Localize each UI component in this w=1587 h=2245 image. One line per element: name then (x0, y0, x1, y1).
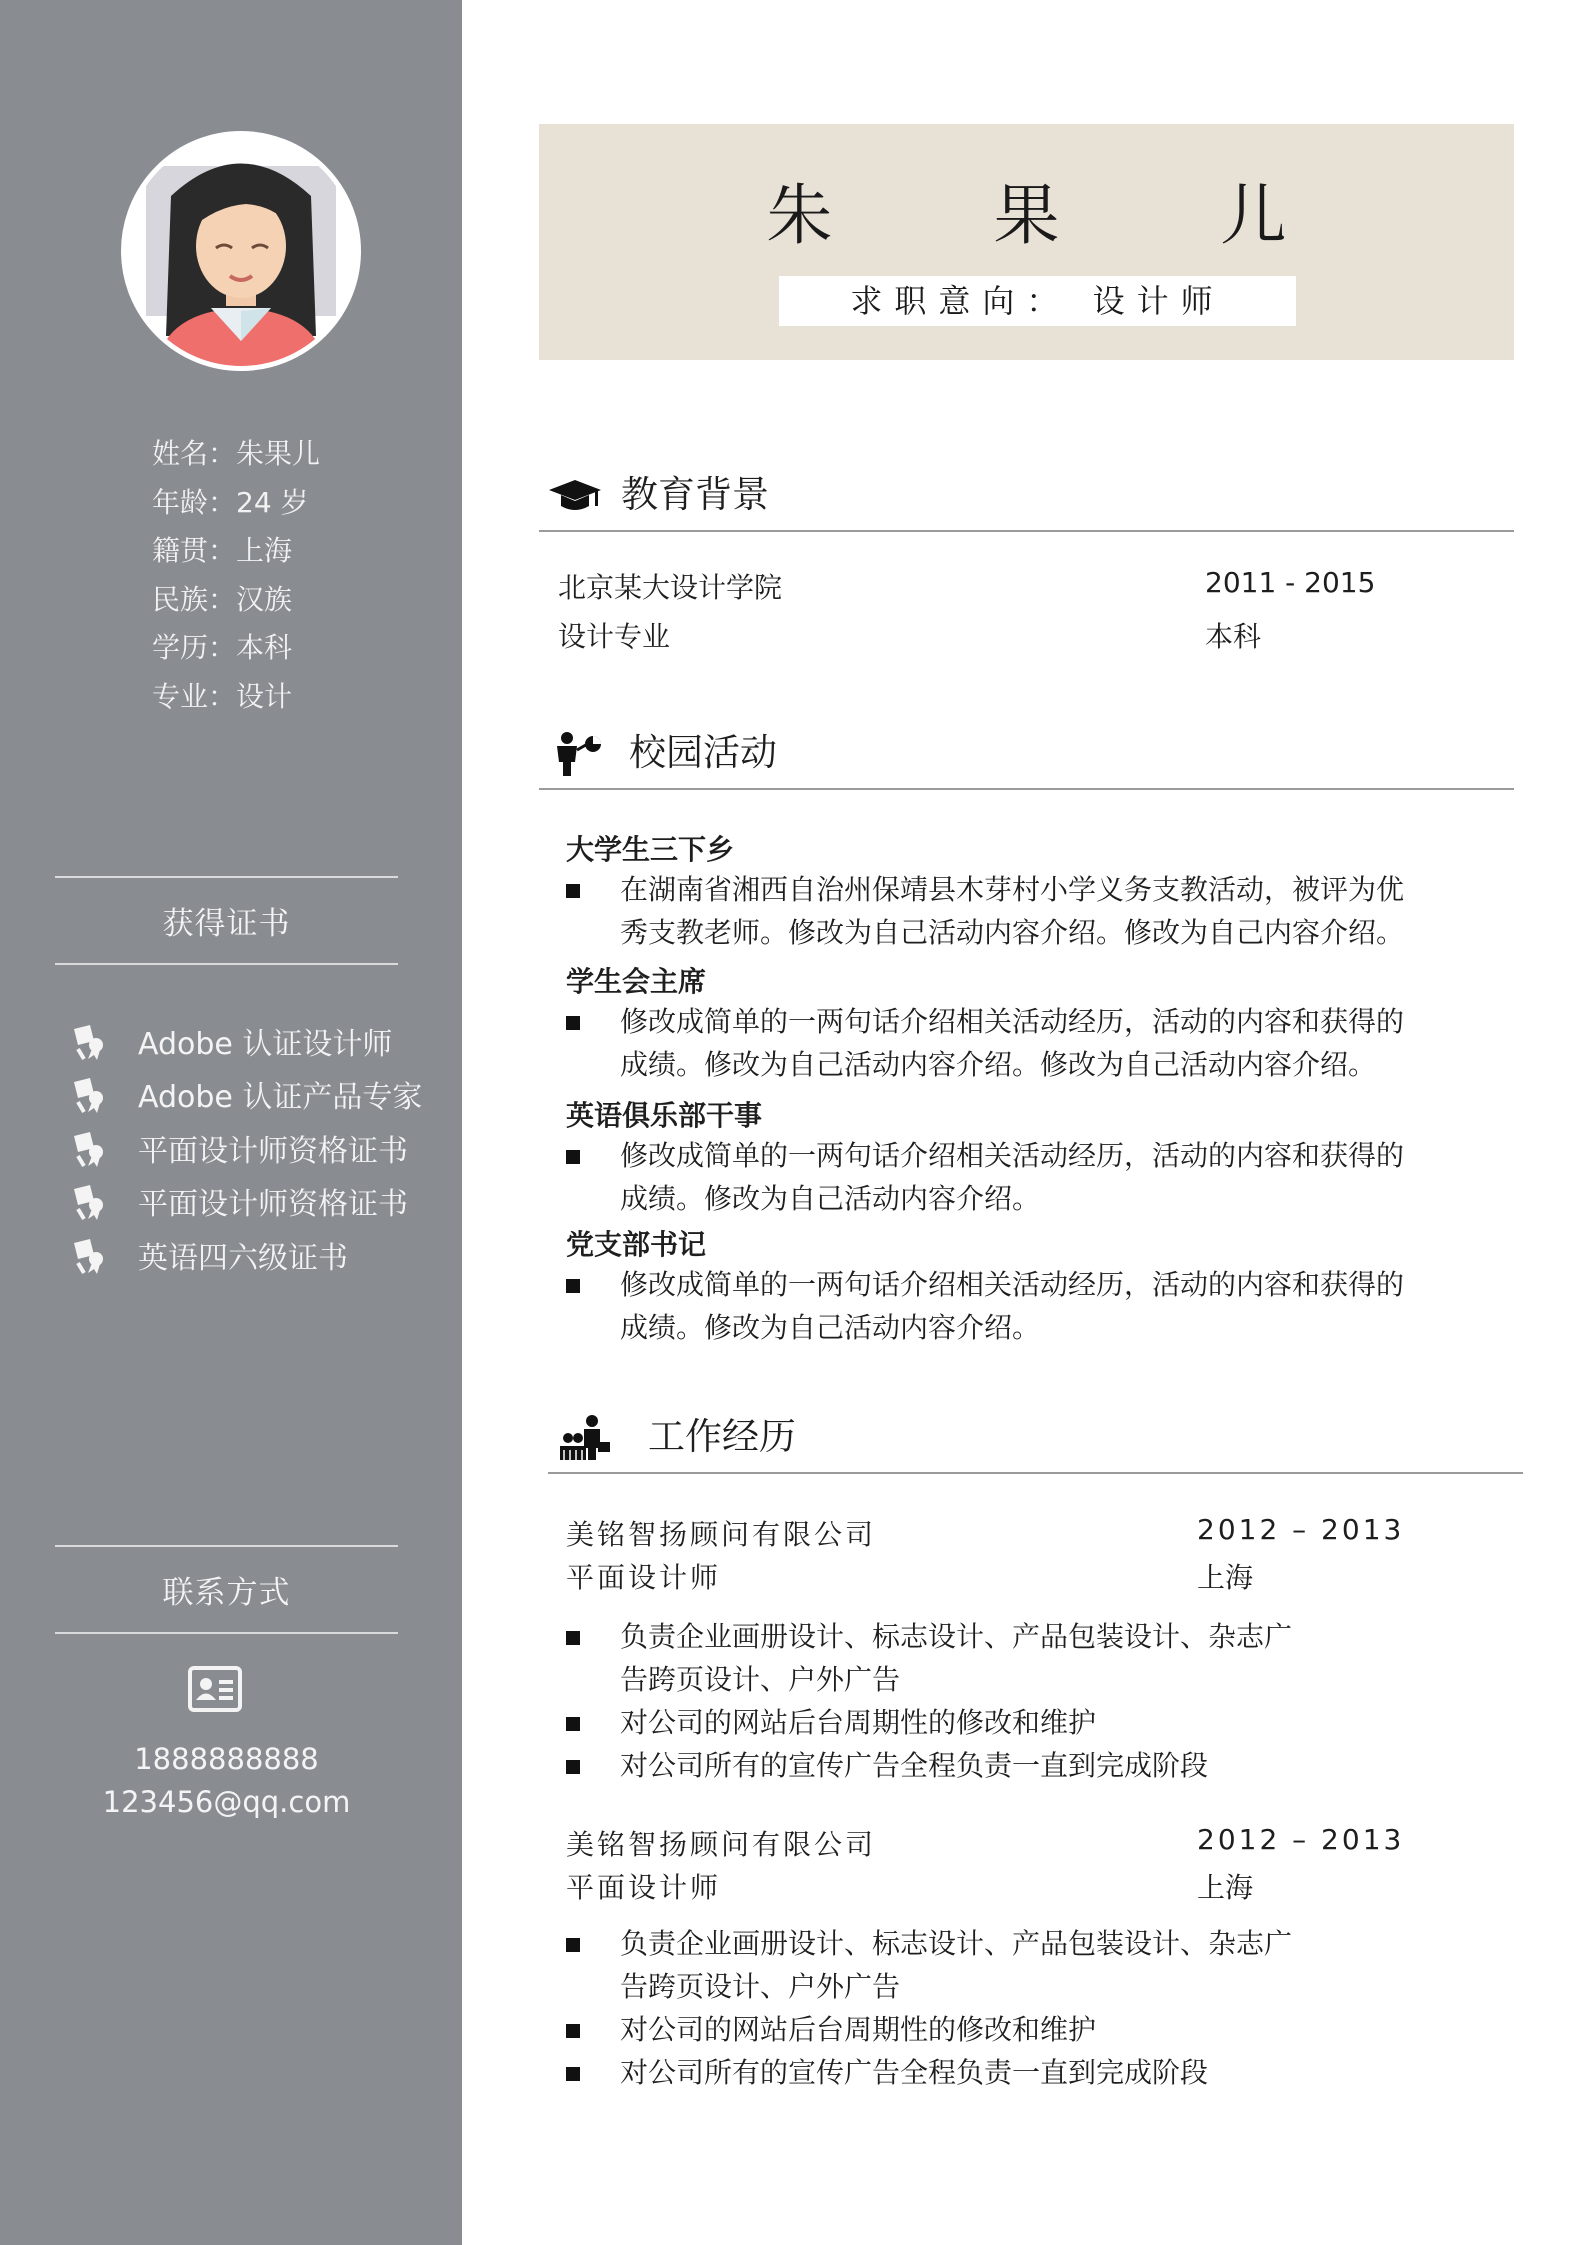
activity-role: 英语俱乐部干事 (566, 1099, 763, 1132)
description-line: 成绩。修改为自己活动内容介绍。 (620, 1311, 1041, 1344)
avatar (121, 131, 361, 371)
activity-description (620, 868, 1420, 954)
description-line: 秀支教老师。修改为自己活动内容介绍。修改为自己内容介绍。 (620, 916, 1405, 949)
certificate-item (70, 1014, 422, 1068)
duty-line: 对公司的网站后台周期性的修改和维护 (620, 2013, 1097, 2046)
description-line: 修改成简单的一两句话介绍相关活动经历，活动的内容和获得的 (620, 1139, 1405, 1172)
duty-line: 对公司的网站后台周期性的修改和维护 (620, 1706, 1097, 1739)
job-duty (620, 1701, 1420, 1744)
full-name: 朱 果 儿 (766, 177, 1357, 254)
sidebar (0, 0, 462, 2245)
education-title: 教育背景 (621, 473, 769, 516)
certificate-label: 平面设计师资格证书 (138, 1187, 408, 1223)
certificate-icon (70, 1021, 112, 1061)
work-title: 工作经历 (648, 1415, 796, 1458)
campus-title: 校园活动 (629, 731, 777, 774)
certificate-icon (70, 1235, 112, 1275)
job-duty (620, 2051, 1420, 2094)
education-heading (539, 472, 1514, 532)
job-position: 平面设计师 (566, 1561, 722, 1594)
work-heading (548, 1414, 1523, 1474)
job-years: 2012 – 2013 (1197, 1513, 1405, 1546)
education-school: 北京某大设计学院 (558, 571, 783, 604)
info-name: 姓名：朱果儿 (152, 437, 321, 470)
certificate-label: Adobe 认证产品专家 (138, 1080, 423, 1116)
bullet-icon (566, 1631, 580, 1645)
description-line: 成绩。修改为自己活动内容介绍。 (620, 1182, 1041, 1215)
bullet-icon (566, 1150, 580, 1164)
certificate-icon (70, 1074, 112, 1114)
bullet-icon (566, 884, 580, 898)
job-duty (620, 1922, 1420, 2008)
certificates-heading (55, 876, 398, 965)
certificate-list (70, 1014, 422, 1282)
certificate-item (70, 1228, 422, 1282)
campus-heading (539, 730, 1514, 790)
duty-line: 对公司所有的宣传广告全程负责一直到完成阶段 (620, 2056, 1209, 2089)
contact-heading (55, 1545, 398, 1634)
education-years: 2011 - 2015 (1205, 566, 1376, 599)
activity-description (620, 1134, 1420, 1220)
job-company: 美铭智扬顾问有限公司 (566, 1828, 877, 1861)
info-education: 学历：本科 (152, 631, 293, 665)
activity-role: 学生会主席 (566, 965, 707, 998)
certificate-icon (70, 1181, 112, 1221)
bullet-icon (566, 1938, 580, 1952)
contact-email: 123456@qq.com (102, 1785, 351, 1819)
bullet-icon (566, 1760, 580, 1774)
job-duty (620, 1615, 1420, 1701)
certificate-item (70, 1175, 422, 1229)
certificate-item (70, 1121, 422, 1175)
duty-line: 告跨页设计、户外广告 (620, 1970, 901, 2003)
bullet-icon (566, 1016, 580, 1030)
bullet-icon (566, 1279, 580, 1293)
contact-phone: 1888888888 (134, 1742, 319, 1776)
description-line: 在湖南省湘西自治州保靖县木芽村小学义务支教活动，被评为优 (620, 873, 1405, 906)
certificates-title: 获得证书 (162, 906, 291, 942)
duty-line: 负责企业画册设计、标志设计、产品包装设计、杂志广 (620, 1620, 1293, 1653)
bullet-icon (566, 2067, 580, 2081)
job-duty (620, 1744, 1420, 1787)
certificate-item (70, 1068, 422, 1122)
job-position: 平面设计师 (566, 1871, 722, 1904)
job-company: 美铭智扬顾问有限公司 (566, 1518, 877, 1551)
info-major: 专业：设计 (152, 679, 293, 713)
business-people-icon (556, 1414, 612, 1460)
bullet-icon (566, 1717, 580, 1731)
description-line: 修改成简单的一两句话介绍相关活动经历，活动的内容和获得的 (620, 1268, 1405, 1301)
certificate-label: Adobe 认证设计师 (138, 1026, 393, 1062)
education-degree: 本科 (1205, 620, 1262, 653)
activity-description (620, 1263, 1420, 1349)
activity-role: 党支部书记 (566, 1228, 707, 1261)
job-years: 2012 – 2013 (1197, 1823, 1405, 1856)
duty-line: 告跨页设计、户外广告 (620, 1663, 901, 1696)
education-major: 设计专业 (558, 620, 671, 653)
job-intent: 求职意向： 设计师 (779, 276, 1296, 326)
duty-line: 对公司所有的宣传广告全程负责一直到完成阶段 (620, 1749, 1209, 1782)
info-hometown: 籍贯：上海 (152, 534, 293, 568)
activity-description (620, 1000, 1420, 1086)
info-age: 年龄：24 岁 (152, 485, 309, 519)
description-line: 成绩。修改为自己活动内容介绍。修改为自己活动内容介绍。 (620, 1048, 1377, 1081)
certificate-label: 英语四六级证书 (138, 1240, 348, 1276)
info-ethnicity: 民族：汉族 (152, 582, 293, 616)
graduation-cap-icon (547, 472, 603, 518)
duty-line: 负责企业画册设计、标志设计、产品包装设计、杂志广 (620, 1927, 1293, 1960)
certificate-label: 平面设计师资格证书 (138, 1133, 408, 1169)
job-city: 上海 (1197, 1561, 1254, 1594)
job-duty (620, 2008, 1420, 2051)
avatar-illustration (126, 136, 356, 366)
personal-info (152, 430, 320, 722)
name-header (539, 124, 1514, 360)
contact-card-icon (187, 1665, 243, 1713)
contact-title: 联系方式 (162, 1575, 291, 1611)
job-city: 上海 (1197, 1871, 1254, 1904)
presenter-icon (547, 730, 603, 776)
description-line: 修改成简单的一两句话介绍相关活动经历，活动的内容和获得的 (620, 1005, 1405, 1038)
certificate-icon (70, 1128, 112, 1168)
activity-role: 大学生三下乡 (566, 833, 735, 866)
bullet-icon (566, 2024, 580, 2038)
